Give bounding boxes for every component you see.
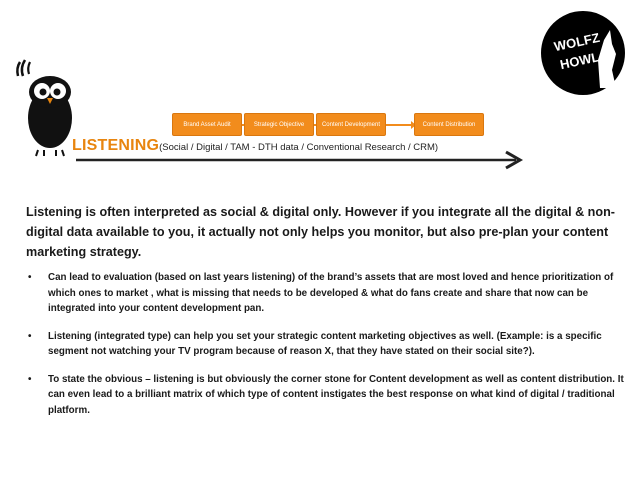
bullet-text: Listening (integrated type) can help you set your strategic content marketing objectives as well. (Example: is a specific segment not watching your TV program because of reason X, that they have stated on their social site?). [48,330,602,357]
listening-subtitle: (Social / Digital / TAM - DTH data / Conventional Research / CRM) [159,142,439,153]
bullet-item [26,372,626,419]
svg-text:WOLFZ: WOLFZ [552,29,602,55]
flow-arrow-icon [386,121,416,129]
bullet-marker: • [28,272,32,283]
wolfz-howl-logo [540,10,626,96]
flow-step-content-development: Content Development [316,113,386,136]
bullet-item [26,329,626,360]
owl-icon [14,58,76,158]
bullet-text: To state the obvious – listening is but obviously the corner stone for Content development as well as content distribution. It can even lead to a brilliant matrix of which type of content instigates the best response on what kind of digital / traditional platform. [48,373,624,416]
bullet-marker: • [28,330,32,342]
flow-step-content-distribution: Content Distribution [414,113,484,136]
listening-title: LISTENING [72,137,160,154]
flow-step-brand-asset-audit: Brand Asset Audit [172,113,242,136]
bullet-marker: • [28,373,32,385]
svg-text:HOWL: HOWL [558,49,601,73]
flow-step-strategic-objective: Strategic Objective [244,113,314,136]
bullet-list [26,270,626,430]
intro-paragraph: Listening is often interpreted as social & digital only. However if you integrate all the digital & non-digital data available to you, it actually not only helps you monitor, but also pre-plan your content marketing strategy. [26,205,615,259]
bullet-item [26,270,626,317]
bullet-text: Can lead to evaluation (based on last years listening) of the brand’s assets that are most loved and hence prioritization of which ones to market , what is missing that needs to be developed & what do fans create and share that now can be integrated into your content development pan. [48,272,614,314]
timeline-arrow-icon [76,150,526,170]
